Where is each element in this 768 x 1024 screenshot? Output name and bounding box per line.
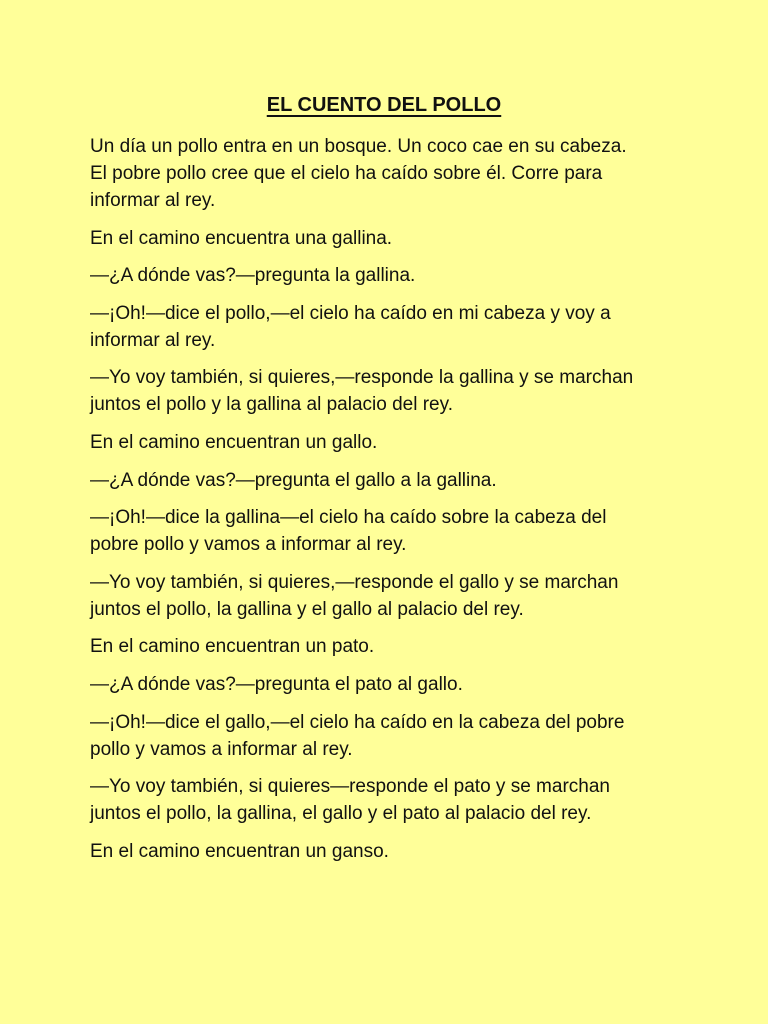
story-paragraph [90,569,678,623]
text-line: juntos el pollo, la gallina y el gallo al palacio del rey. [90,598,524,620]
story-paragraph [90,133,678,214]
story-paragraph [90,225,678,252]
story-paragraph [90,300,678,354]
story-body [90,133,678,865]
text-line: informar al rey. [90,329,216,351]
story-paragraph [90,504,678,558]
text-line: El pobre pollo cree que el cielo ha caído sobre él. Corre para [90,163,603,184]
text-line: —¡Oh!—dice el pollo,—el cielo ha caído en mi cabeza y voy a [90,302,611,324]
text-line: En el camino encuentran un ganso. [90,840,389,862]
text-line: —Yo voy también, si quieres,—responde el gallo y se marchan [90,571,619,593]
text-line: juntos el pollo, la gallina, el gallo y el pato al palacio del rey. [90,803,592,825]
text-line: pollo y vamos a informar al rey. [90,738,353,760]
text-line: —¿A dónde vas?—pregunta el gallo a la gallina. [90,469,497,491]
text-line: juntos el pollo y la gallina al palacio del rey. [90,394,453,416]
story-paragraph [90,364,678,418]
story-paragraph [90,838,678,865]
text-line: —¡Oh!—dice la gallina—el cielo ha caído sobre la cabeza del [90,507,607,529]
text-line: En el camino encuentran un pato. [90,636,375,658]
story-paragraph [90,429,678,456]
text-line: Un día un pollo entra en un bosque. Un coco cae en su cabeza. [90,136,627,157]
story-paragraph [90,671,678,698]
text-line: pobre pollo y vamos a informar al rey. [90,534,407,556]
story-paragraph [90,633,678,660]
story-paragraph [90,262,678,289]
text-line: informar al rey. [90,190,216,211]
story-paragraph [90,467,678,494]
text-line: —¿A dónde vas?—pregunta la gallina. [90,265,416,287]
text-line: —¡Oh!—dice el gallo,—el cielo ha caído en la cabeza del pobre [90,711,625,733]
text-line: —Yo voy también, si quieres—responde el pato y se marchan [90,776,610,798]
text-line: —¿A dónde vas?—pregunta el pato al gallo. [90,673,463,695]
text-line: En el camino encuentran un gallo. [90,431,378,453]
text-line: En el camino encuentra una gallina. [90,227,393,249]
story-paragraph [90,773,678,827]
story-paragraph [90,709,678,763]
document-title: EL CUENTO DEL POLLO [266,94,502,116]
text-line: —Yo voy también, si quieres,—responde la gallina y se marchan [90,367,634,389]
